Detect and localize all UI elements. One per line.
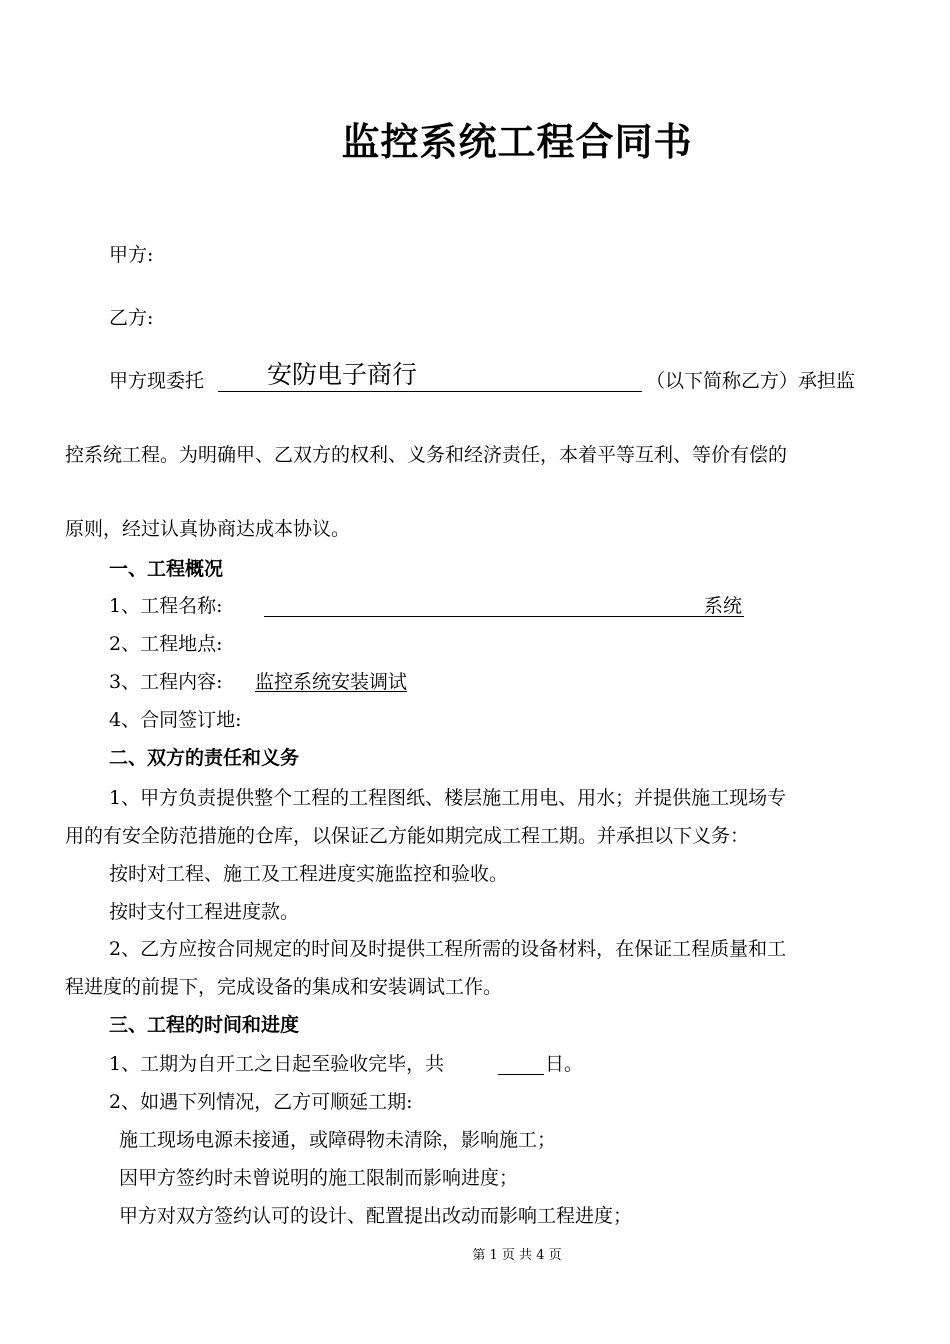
extension-case-2: 因甲方签约时未曾说明的施工限制而影响进度； — [119, 1167, 519, 1189]
section2-p1-line1: 1、甲方负责提供整个工程的工程图纸、楼层施工用电、用水；并提供施工现场专 — [109, 787, 787, 809]
section2-p2-line2: 程进度的前提下，完成设备的集成和安装调试工作。 — [65, 976, 503, 998]
document-title: 监控系统工程合同书 — [341, 120, 693, 164]
extension-case-3: 甲方对双方签约认可的设计、配置提出改动而影响工程进度； — [119, 1205, 633, 1227]
signing-place: 4、合同签订地: — [109, 709, 242, 731]
project-location: 2、工程地点: — [109, 633, 223, 655]
intro-suffix: （以下简称乙方）承担监 — [646, 370, 856, 392]
project-name-blank — [264, 594, 744, 617]
project-name-suffix: 系统 — [704, 595, 743, 617]
section2-heading: 二、双方的责任和义务 — [109, 747, 300, 769]
section2-p1-line2: 用的有安全防范措施的仓库，以保证乙方能如期完成工程工期。并承担以下义务： — [65, 825, 750, 847]
section3-heading: 三、工程的时间和进度 — [109, 1014, 300, 1036]
section1-heading: 一、工程概况 — [109, 558, 224, 580]
party-a-label: 甲方: — [109, 244, 154, 266]
party-b-label: 乙方: — [109, 307, 154, 329]
intro-line2: 控系统工程。为明确甲、乙双方的权利、义务和经济责任，本着平等互利、等价有偿的 — [65, 444, 788, 466]
project-name-label: 1、工程名称: — [109, 595, 223, 617]
section2-p2-line1: 2、乙方应按合同规定的时间及时提供工程所需的设备材料，在保证工程质量和工 — [109, 938, 787, 960]
duration-prefix: 1、工期为自开工之日起至验收完毕，共 — [109, 1053, 445, 1075]
duty-1: 按时对工程、施工及工程进度实施监控和验收。 — [109, 863, 509, 885]
project-content-label: 3、工程内容: — [109, 671, 223, 693]
company-name: 安防电子商行 — [267, 360, 418, 389]
extension-case-1: 施工现场电源未接通，或障碍物未清除，影响施工； — [119, 1129, 557, 1151]
duration-blank — [498, 1052, 544, 1075]
page-number: 第 1 页 共 4 页 — [472, 1248, 562, 1263]
intro-line3: 原则，经过认真协商达成本协议。 — [65, 518, 351, 540]
duration-suffix: 日。 — [545, 1053, 584, 1075]
extension-intro: 2、如遇下列情况，乙方可顺延工期: — [109, 1091, 413, 1113]
intro-prefix: 甲方现委托 — [109, 370, 205, 392]
duty-2: 按时支付工程进度款。 — [109, 901, 300, 923]
project-content-value: 监控系统安装调试 — [255, 671, 408, 693]
